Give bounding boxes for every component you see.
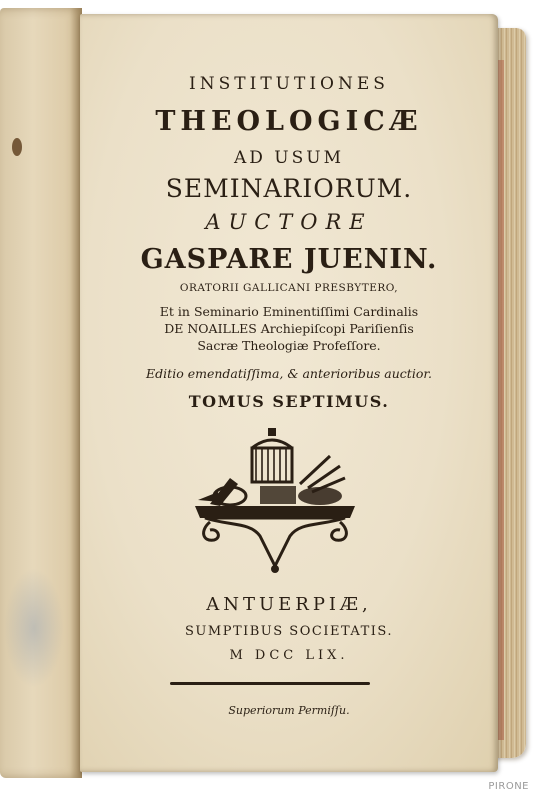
title-page: [80, 14, 498, 772]
author-desc-2: DE NOAILLES Archiepiſcopi Pariſienſis: [164, 321, 414, 336]
ink-stain: [12, 138, 22, 156]
author-name: GASPARE JUENIN.: [140, 244, 438, 275]
watermark: PIRONE: [488, 781, 529, 792]
imprint-printer: SUMPTIBUS SOCIETATIS.: [185, 624, 393, 639]
author-desc-1: Et in Seminario Eminentiſſimi Cardinalis: [159, 304, 419, 319]
author-label: AUCTORE: [205, 210, 373, 234]
divider-rule: [170, 682, 370, 685]
imprint-place: ANTUERPIÆ,: [206, 594, 372, 615]
title-line-2: THEOLOGICÆ: [155, 106, 423, 137]
title-line-3: AD USUM: [233, 148, 345, 168]
printer-ornament-vignette: [190, 426, 360, 576]
permission-note: Superiorum Permiſſu.: [228, 704, 350, 717]
red-page-edge: [498, 60, 504, 740]
title-line-1: INSTITUTIONES: [189, 74, 389, 94]
edition-note: Editio emendatiſſima, & anterioribus auctior.: [146, 366, 432, 381]
volume-label: TOMUS SEPTIMUS.: [188, 392, 390, 411]
author-desc-3: Sacræ Theologiæ Profeſſore.: [197, 338, 381, 353]
library-stamp-mark: [4, 568, 64, 688]
author-role: ORATORII GALLICANI PRESBYTERO,: [179, 282, 399, 294]
left-page: [0, 8, 82, 778]
imprint-year: M DCC LIX.: [229, 648, 349, 663]
title-line-4: SEMINARIORUM.: [165, 174, 413, 203]
